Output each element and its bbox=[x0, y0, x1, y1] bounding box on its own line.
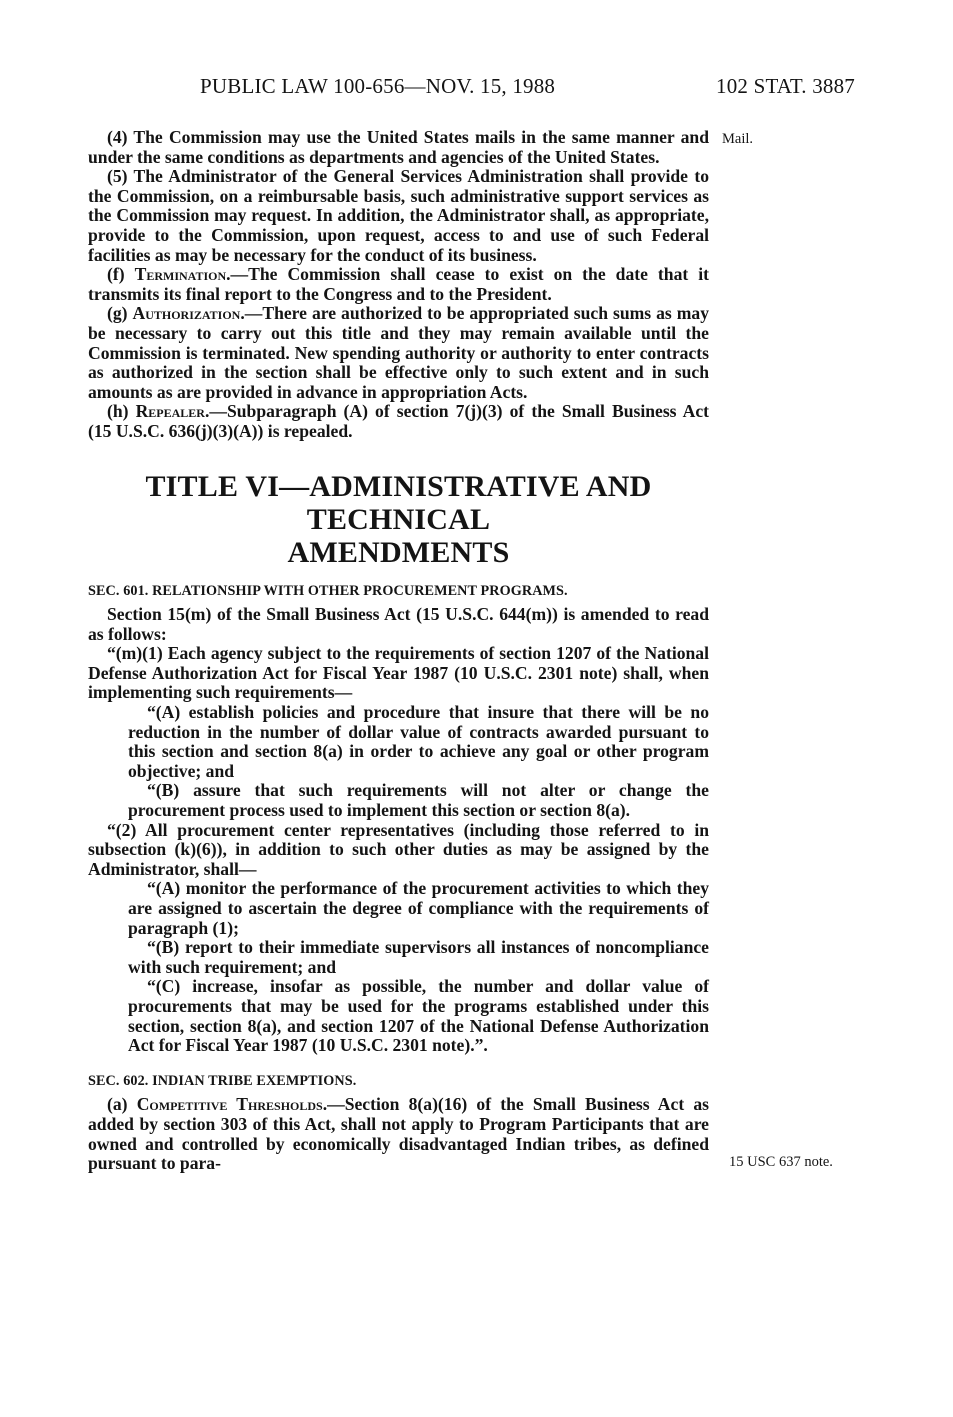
subsection-g-text: —There are authorized to be appropriated such sums as may be necessary to carry out this title and they may remain available until the Commission is terminated. New spending authority or authority to enter contracts as authorized in the section shall be effective only to such extent and in such amounts as are provided in advance in appropriation Acts. bbox=[88, 303, 709, 402]
subsection-h-heading: Repealer. bbox=[135, 401, 210, 422]
section-601-m2-a: “(A) monitor the performance of the procurement activities to which they are assigned to ascertain the degree of compliance with the requirements of paragraph (1); bbox=[128, 878, 709, 938]
section-602-a-label: (a) bbox=[107, 1094, 137, 1115]
subsection-f-text: —The Commission shall cease to exist on the date that it transmits its final report to the Congress and to the President. bbox=[88, 264, 709, 304]
section-601-m2: “(2) All procurement center representatives (including those referred to in subsection (k)(6)), in addition to such other duties as may be assigned by the Administrator, shall— bbox=[88, 819, 709, 879]
header-stat-page: 102 STAT. 3887 bbox=[716, 74, 855, 98]
subsection-g-heading: Authorization. bbox=[132, 303, 245, 324]
section-601-m2-b: “(B) report to their immediate supervisors all instances of noncompliance with such requirement; and bbox=[128, 937, 709, 977]
section-602-a bbox=[88, 1095, 709, 1173]
subsection-f-label: (f) bbox=[107, 264, 135, 285]
margin-note-usc: 15 USC 637 note. bbox=[729, 1154, 833, 1170]
section-601-m1-b: “(B) assure that such requirements will not alter or change the procurement process used to implement this section or section 8(a). bbox=[128, 780, 709, 821]
section-601-heading: SEC. 601. RELATIONSHIP WITH OTHER PROCUREMENT PROGRAMS. bbox=[88, 582, 568, 599]
page-body bbox=[88, 128, 709, 1174]
margin-note-mail: Mail. bbox=[722, 131, 754, 147]
section-601-m2-c: “(C) increase, insofar as possible, the number and dollar value of procurements that may be used for the programs established under this section, section 8(a), and section 1207 of the National Defense Authorization Act for Fiscal Year 1987 (10 U.S.C. 2301 note).”. bbox=[128, 976, 709, 1056]
section-602-heading: SEC. 602. INDIAN TRIBE EXEMPTIONS. bbox=[88, 1072, 357, 1089]
section-602-a-text: —Section 8(a)(16) of the Small Business Act as added by section 303 of this Act, shall not apply to Program Participants that are owned and controlled by economically disadvantaged Indian tribes, as defined pursuant to para- bbox=[88, 1094, 710, 1174]
subsection-h bbox=[88, 402, 709, 441]
section-602-a-heading: Competitive Thresholds. bbox=[136, 1094, 328, 1115]
section-601-m1: “(m)(1) Each agency subject to the requirements of section 1207 of the National Defense Authorization Act for Fiscal Year 1987 (10 U.S.C. 2301 note) shall, when implementing such requirements— bbox=[88, 643, 709, 703]
header-law-citation: PUBLIC LAW 100-656—NOV. 15, 1988 bbox=[200, 74, 556, 98]
subsection-f bbox=[88, 265, 709, 304]
running-header bbox=[200, 74, 855, 104]
paragraph-4: (4) The Commission may use the United States mails in the same manner and under the same conditions as departments and agencies of the United States. bbox=[88, 127, 709, 167]
subsection-g-label: (g) bbox=[107, 303, 133, 324]
title-line-2: AMENDMENTS bbox=[287, 535, 510, 569]
subsection-f-heading: Termination. bbox=[134, 264, 231, 285]
section-601-m1-a: “(A) establish policies and procedure that insure that there will be no reduction in the number of dollar value of contracts awarded pursuant to this section and section 8(a) in order to achieve any goal or other program objective; and bbox=[128, 702, 709, 781]
title-heading bbox=[88, 470, 709, 569]
subsection-h-text: —Subparagraph (A) of section 7(j)(3) of the Small Business Act (15 U.S.C. 636(j)(3)(A)) is repealed. bbox=[88, 401, 709, 441]
section-601-intro: Section 15(m) of the Small Business Act (15 U.S.C. 644(m)) is amended to read as follows: bbox=[88, 604, 709, 644]
subsection-h-label: (h) bbox=[107, 401, 136, 422]
subsection-g bbox=[88, 304, 709, 402]
paragraph-5: (5) The Administrator of the General Services Administration shall provide to the Commission, on a reimbursable basis, such administrative support services as the Commission may request. In addition, the Administrator shall, as appropriate, provide to the Commission, upon request, access to and use of such Federal facilities as may be necessary for the conduct of its business. bbox=[88, 166, 709, 265]
title-line-1: TITLE VI—ADMINISTRATIVE AND TECHNICAL bbox=[145, 469, 652, 536]
